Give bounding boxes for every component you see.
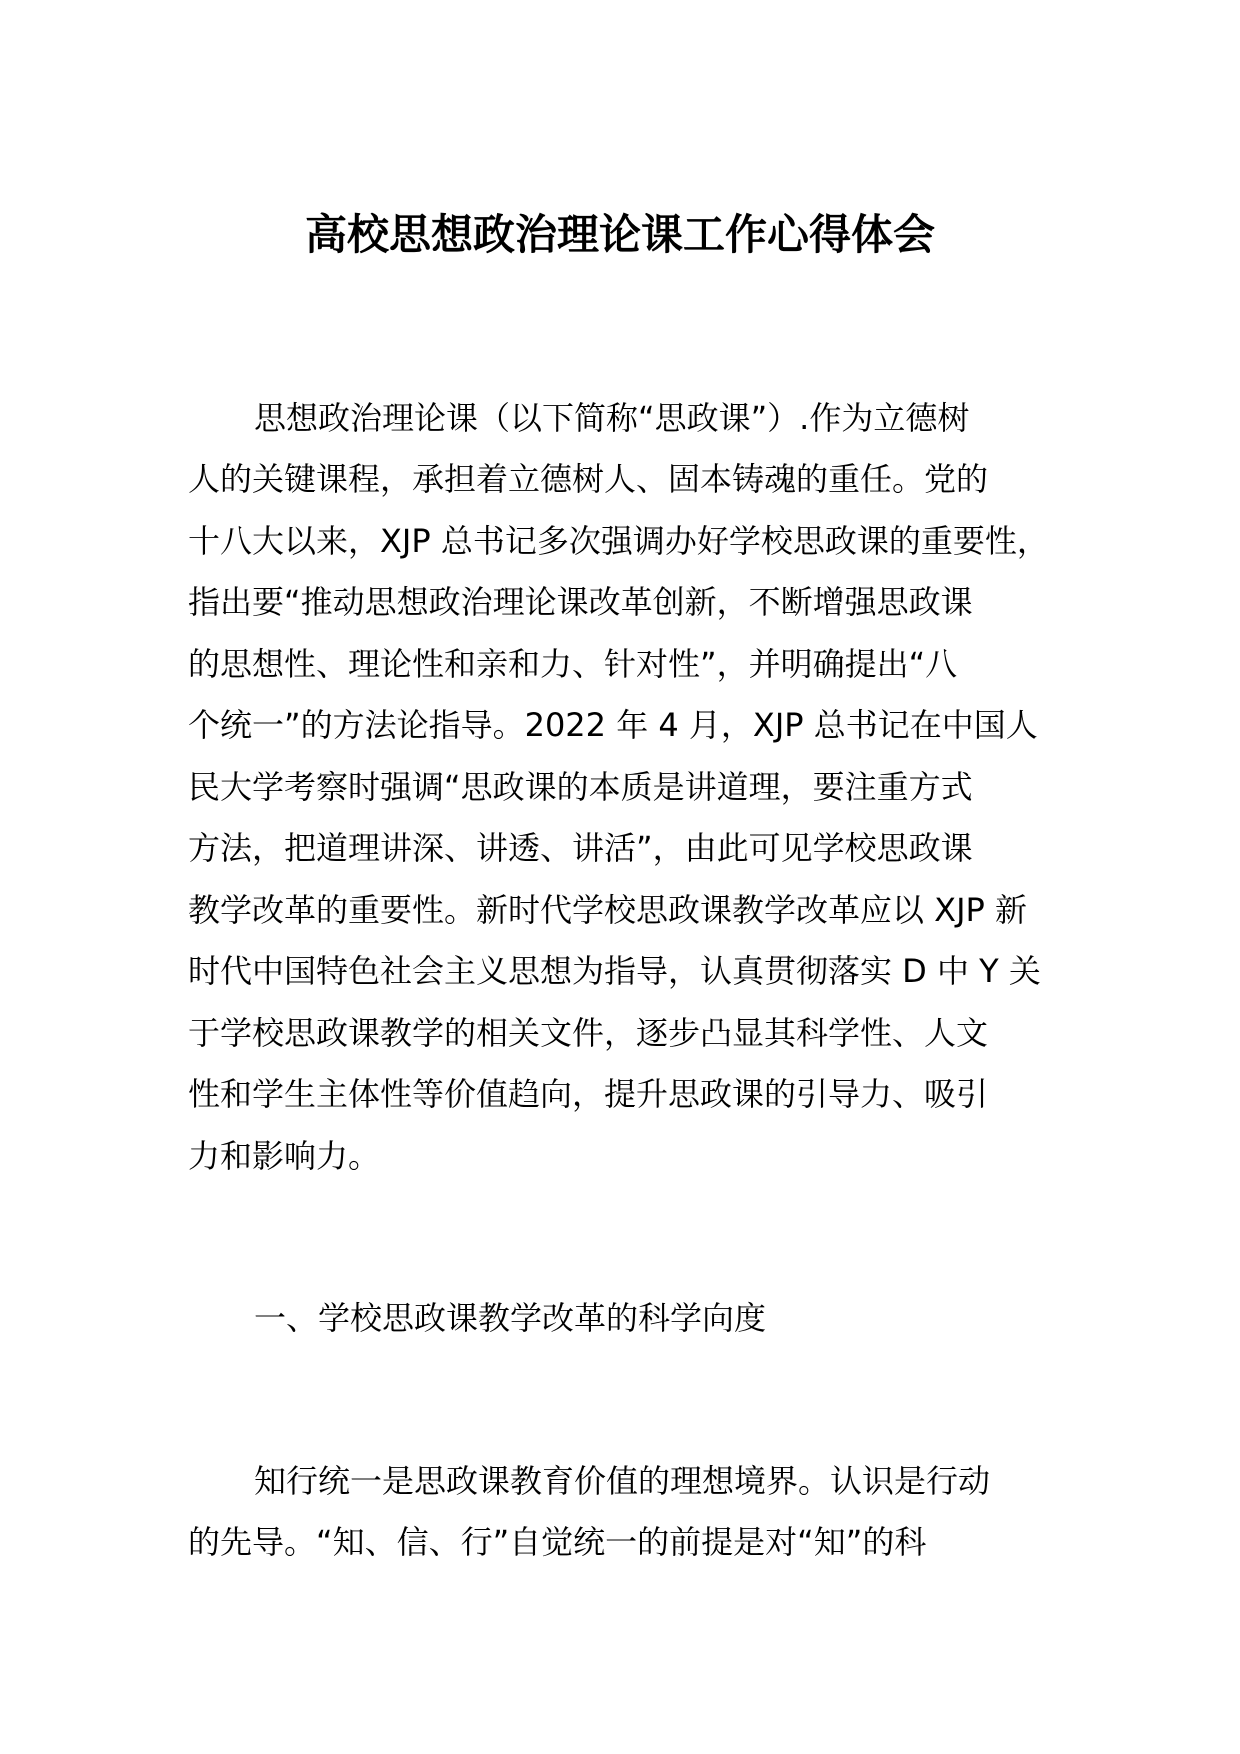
section-heading: 一、学校思政课教学改革的科学向度 <box>254 1299 767 1337</box>
paragraph-line: 十八大以来，XJP 总书记多次强调办好学校思政课的重要性， <box>188 522 1049 560</box>
paragraph-line: 的思想性、理论性和亲和力、针对性”，并明确提出“八 <box>188 645 958 683</box>
paragraph-line: 民大学考察时强调“思政课的本质是讲道理，要注重方式 <box>188 768 973 806</box>
paragraph-line: 方法，把道理讲深、讲透、讲活”，由此可见学校思政课 <box>188 829 973 867</box>
paragraph-line: 指出要“推动思想政治理论课改革创新，不断增强思政课 <box>188 583 973 621</box>
paragraph-line: 时代中国特色社会主义思想为指导，认真贯彻落实 D 中 Y 关 <box>188 952 1041 990</box>
paragraph-line: 思想政治理论课（以下简称“思政课”）.作为立德树 <box>254 399 970 437</box>
paragraph-line: 的先导。“知、信、行”自觉统一的前提是对“知”的科 <box>188 1523 927 1561</box>
paragraph-line: 于学校思政课教学的相关文件，逐步凸显其科学性、人文 <box>188 1014 989 1052</box>
paragraph-line: 力和影响力。 <box>188 1137 381 1175</box>
document-title: 高校思想政治理论课工作心得体会 <box>304 210 935 259</box>
paragraph-line: 知行统一是思政课教育价值的理想境界。认识是行动 <box>254 1462 991 1500</box>
paragraph-line: 人的关键课程，承担着立德树人、固本铸魂的重任。党的 <box>188 460 989 498</box>
paragraph-line: 个统一”的方法论指导。2022 年 4 月，XJP 总书记在中国人 <box>188 706 1038 744</box>
paragraph-line: 性和学生主体性等价值趋向，提升思政课的引导力、吸引 <box>188 1075 989 1113</box>
paragraph-line: 教学改革的重要性。新时代学校思政课教学改革应以 XJP 新 <box>188 891 1028 929</box>
